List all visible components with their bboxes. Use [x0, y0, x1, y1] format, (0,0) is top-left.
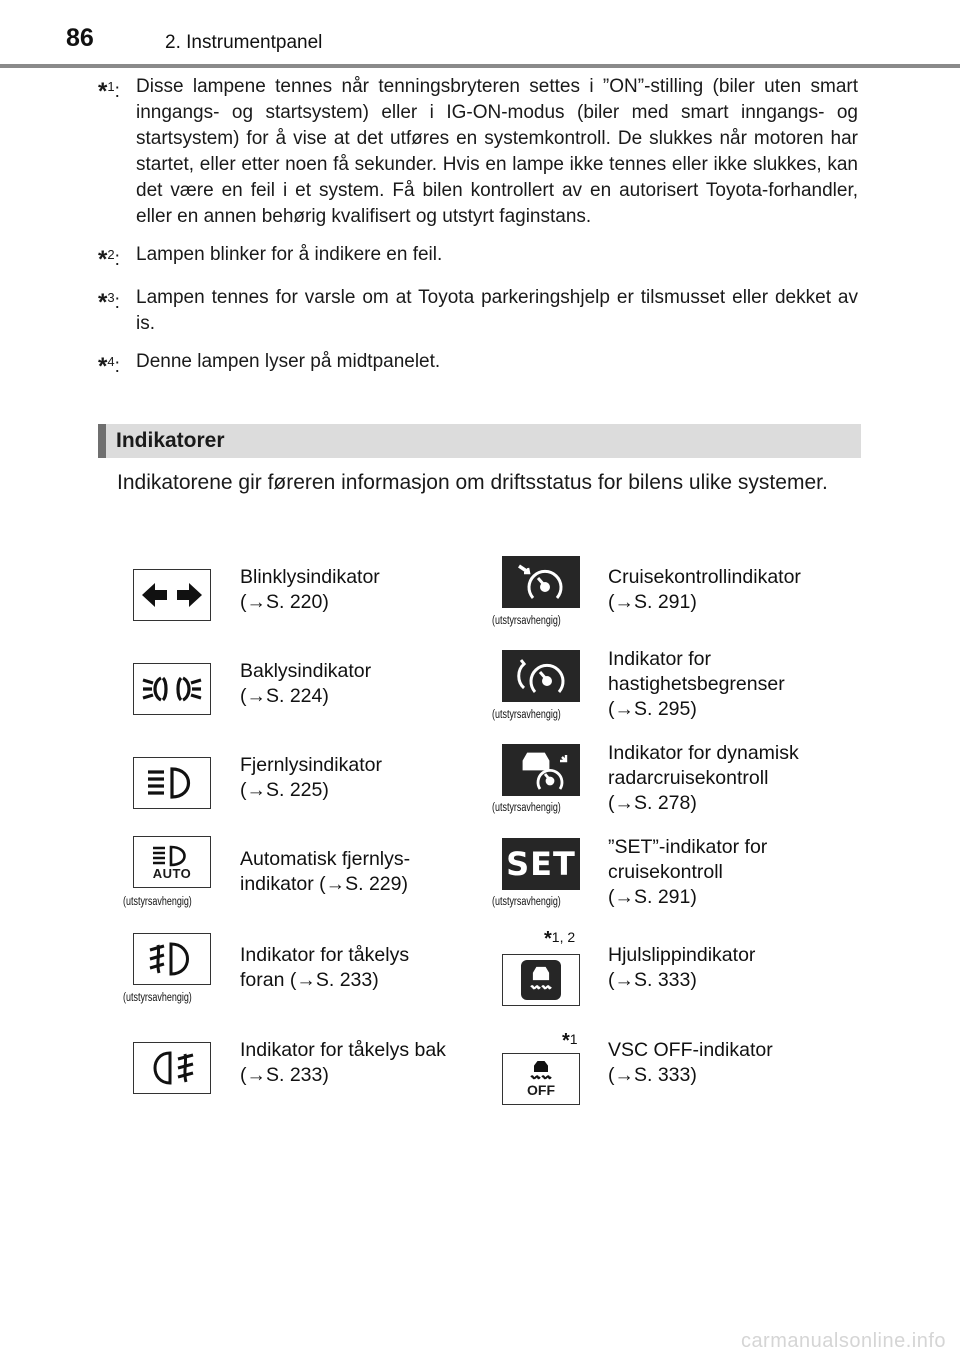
footnote-ref-number: 1, 2: [551, 929, 576, 945]
footnote-number: 2: [107, 247, 115, 262]
indicator-name: Cruisekontrollindikator: [608, 566, 801, 588]
turn-signal-icon: [133, 569, 211, 621]
section-title: Indikatorer: [116, 429, 225, 452]
cruise-control-icon: [502, 556, 580, 608]
footnote-reference: [544, 928, 575, 951]
front-fog-light-icon: [133, 933, 211, 985]
page-reference: (→S. 225): [240, 779, 329, 801]
indicator-label: [608, 741, 799, 816]
cruise-set-icon: [502, 838, 580, 890]
footnote-reference: [562, 1030, 578, 1053]
footnote-sep: :: [114, 356, 120, 377]
footnote-text: Disse lampene tennes når tenningsbryteren settes i ”ON”-stilling (biler uten smart inngangs- og startsystem) eller i IG-ON-modus (biler med smart inngangs- og startsystem) for å vise at det utføres en systemkontroll. De slukkes når motoren har startet, eller etter noen få sekunder. Hvis en lampe ikke tennes eller ikke slukkes, kan det være en feil i et system. Få bilen kontrollert av en autorisert Toyota-forhandler, eller en annen behørig kvalifisert og utstyrt faginstans.: [136, 76, 858, 227]
footnote-text: Lampen tennes for varsle om at Toyota parkeringshjelp er tilsmusset eller dekket av is.: [136, 287, 858, 334]
indicator-name: Automatisk fjernlys-: [240, 848, 411, 870]
page-reference: (→S. 333): [608, 969, 697, 991]
slip-indicator-icon: [502, 954, 580, 1006]
indicator-name: Blinklysindikator: [240, 566, 380, 588]
optional-label: (utstyrsavhengig): [123, 992, 192, 1004]
indicator-name: Indikator for: [608, 648, 711, 670]
page-number: 86: [66, 24, 94, 52]
section-heading: [98, 424, 861, 458]
footnote-number: 4: [107, 354, 115, 369]
indicator-label: [608, 835, 767, 910]
footnote-4: [98, 349, 858, 380]
indicator-label: [240, 753, 382, 803]
indicator-label: [608, 647, 785, 722]
indicator-name: Baklysindikator: [240, 660, 372, 682]
indicator-name-2: hastighetsbegrenser: [608, 673, 785, 695]
footnote-sep: :: [114, 249, 120, 270]
page-reference: (→S. 291): [608, 591, 697, 613]
optional-label: (utstyrsavhengig): [492, 615, 561, 627]
indicator-name: ”SET”-indikator for: [608, 836, 768, 858]
speed-limiter-icon: [502, 650, 580, 702]
page-reference: (→S. 220): [240, 591, 329, 613]
indicator-label: [240, 565, 380, 615]
footnote-sep: :: [114, 292, 120, 313]
page-reference: (→S. 333): [608, 1064, 697, 1086]
footnote-number: 3: [107, 290, 115, 305]
rear-fog-light-icon: [133, 1042, 211, 1094]
auto-high-beam-icon: [133, 836, 211, 888]
footnote-star: *: [98, 78, 108, 105]
footnote-star: *: [98, 246, 108, 273]
indicator-label: [240, 1038, 446, 1088]
footnote-sep: :: [114, 81, 120, 102]
dynamic-radar-cruise-icon: [502, 744, 580, 796]
footnote-star: *: [544, 928, 552, 950]
footnote-1: [98, 74, 858, 230]
optional-label: (utstyrsavhengig): [492, 896, 561, 908]
footnote-text: Lampen blinker for å indikere en feil.: [136, 244, 443, 265]
footnote-ref-number: 1: [569, 1031, 578, 1047]
indicator-label: [240, 659, 371, 709]
optional-label: (utstyrsavhengig): [492, 709, 561, 721]
indicator-label: [240, 943, 409, 993]
footnote-text: Denne lampen lyser på midtpanelet.: [136, 351, 441, 372]
indicator-label: [608, 943, 755, 993]
page-reference: (→S. 295): [608, 698, 697, 720]
site-watermark: carmanualsonline.info: [740, 1330, 946, 1352]
footnote-3: [98, 285, 858, 337]
indicator-label: [608, 565, 801, 615]
indicator-name-2: cruisekontroll: [608, 861, 723, 883]
indicator-name: Fjernlysindikator: [240, 754, 382, 776]
page-reference: foran (→S. 233): [240, 969, 379, 991]
off-badge: OFF: [527, 1082, 555, 1098]
section-intro: Indikatorene gir føreren informasjon om driftsstatus for bilens ulike systemer.: [117, 471, 828, 494]
footnotes: [98, 74, 858, 392]
indicator-label: [608, 1038, 773, 1088]
set-badge: SET: [506, 845, 576, 883]
footnote-star: *: [98, 289, 108, 316]
page-reference: indikator (→S. 229): [240, 873, 408, 895]
page-reference: (→S. 278): [608, 792, 697, 814]
footnote-number: 1: [107, 79, 115, 94]
indicator-name: VSC OFF-indikator: [608, 1039, 773, 1061]
indicator-name: Indikator for dynamisk: [608, 742, 799, 764]
footnote-star: *: [562, 1030, 570, 1052]
indicator-name: Hjulslippindikator: [608, 944, 756, 966]
page-reference: (→S. 224): [240, 685, 329, 707]
indicator-name: Indikator for tåkelys bak: [240, 1039, 446, 1061]
vsc-off-icon: [502, 1053, 580, 1105]
auto-badge: AUTO: [152, 865, 192, 881]
slip-icon-plate: [521, 960, 561, 1000]
indicator-name: Indikator for tåkelys: [240, 944, 410, 966]
optional-label: (utstyrsavhengig): [123, 896, 192, 908]
chapter-title: 2. Instrumentpanel: [165, 32, 323, 53]
optional-label: (utstyrsavhengig): [492, 802, 561, 814]
page-reference: (→S. 233): [240, 1064, 329, 1086]
footnote-2: [98, 242, 858, 273]
high-beam-icon: [133, 757, 211, 809]
indicator-label: [240, 847, 410, 897]
header-rule: [0, 64, 960, 68]
tail-light-icon: [133, 663, 211, 715]
indicator-name-2: radarcruisekontroll: [608, 767, 769, 789]
page-reference: (→S. 291): [608, 886, 697, 908]
footnote-star: *: [98, 353, 108, 380]
